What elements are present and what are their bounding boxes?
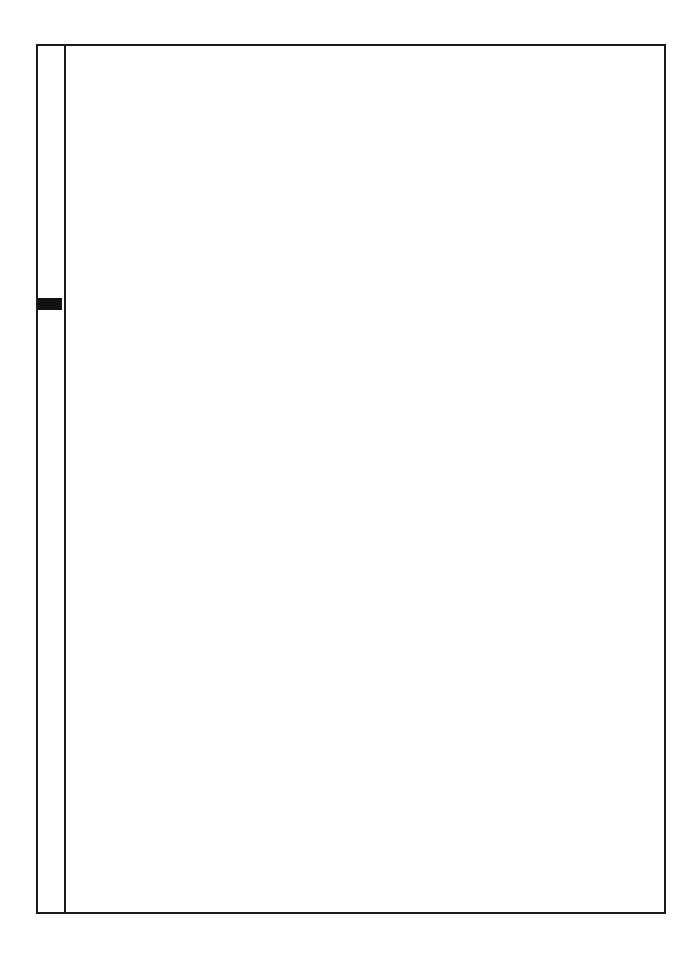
left-border — [36, 44, 38, 914]
bottom-border — [36, 912, 666, 914]
margin-fishtail — [38, 298, 62, 310]
top-border — [36, 44, 666, 46]
right-border — [664, 44, 666, 914]
margin-divider — [64, 44, 66, 914]
